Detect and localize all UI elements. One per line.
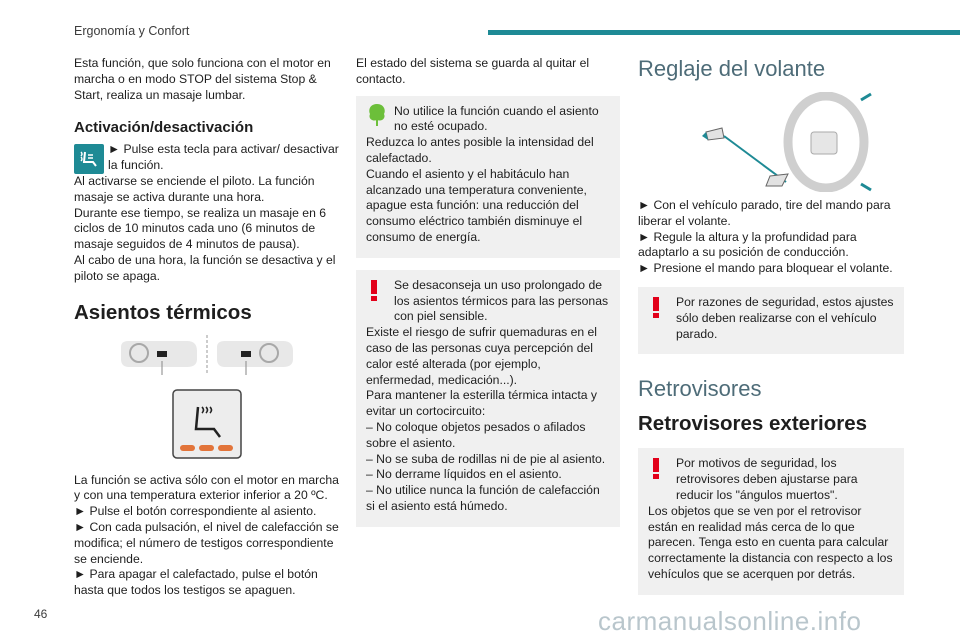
- warning-icon: [649, 458, 663, 480]
- warning-icon: [367, 280, 381, 302]
- wheel-step-3: ► Presione el mando para bloquear el volante.: [638, 261, 893, 276]
- column-1: [74, 56, 340, 599]
- mirror-warning-text-1: Por motivos de seguridad, los retrovisores deben ajustarse para reducir los "ángulos muertos".: [676, 456, 858, 502]
- heated-warning-box: [356, 270, 620, 527]
- heated-seat-button: [172, 389, 242, 459]
- heading-mirrors: Retrovisores: [638, 376, 762, 402]
- activation-step: ► Pulse esta tecla para activar/ desactivar la función.: [108, 142, 339, 173]
- activation-instruction: [74, 142, 340, 174]
- massage-intro: Esta función, que solo funciona con el motor en marcha o en modo STOP del sistema Stop & Start, realiza un masaje lumbar.: [74, 56, 331, 102]
- wheel-warning-text: Por razones de seguridad, estos ajustes sólo deben realizarse con el vehículo parado.: [676, 294, 894, 341]
- heated-text-4: ► Para apagar el calefactado, pulse el botón hasta que todos los testigos se apaguen.: [74, 567, 318, 598]
- heading-steering-wheel: Reglaje del volante: [638, 56, 826, 81]
- section-title: Ergonomía y Confort: [74, 24, 190, 38]
- warn-text-3: Para mantener la esterilla térmica intacta y evitar un cortocircuito:: [366, 388, 597, 419]
- warn-text-7: – No utilice nunca la función de calefacción si el asiento está húmedo.: [366, 483, 600, 513]
- heading-exterior-mirrors: Retrovisores exteriores: [638, 412, 868, 436]
- watermark: carmanualsonline.info: [598, 606, 862, 636]
- heated-text-3: ► Con cada pulsación, el nivel de calefacción se modifica; el número de testigos correspondiente se enciende.: [74, 519, 339, 566]
- heated-text-2: ► Pulse el botón correspondiente al asiento.: [74, 504, 317, 519]
- warn-text-5: – No se suba de rodillas ni de pie al asiento.: [366, 451, 606, 466]
- steering-wheel-diagram: [666, 92, 876, 192]
- eco-text-1: No utilice la función cuando el asiento no esté ocupado.: [394, 103, 599, 134]
- mirror-warning-box: [638, 448, 904, 594]
- wheel-step-1: ► Con el vehículo parado, tire del mando para liberar el volante.: [638, 198, 891, 228]
- warn-text-4: – No coloque objetos pesados o afilados sobre el asiento.: [366, 419, 586, 450]
- column-2: [356, 56, 620, 539]
- mirror-warning-text-2: Los objetos que se ven por el retrovisor están en realidad más cerca de lo que parecen. Tenga esto en cuenta para calcular correctamente la distancia con respecto a los vehículos que se acerquen por detrás.: [648, 503, 893, 581]
- heated-text-1: La función se activa sólo con el motor en marcha y con una temperatura exterior inferior a 20 ºC.: [74, 472, 339, 503]
- page-number: 46: [34, 607, 48, 621]
- eco-text-3: Cuando el asiento y el habitáculo han alcanzado una temperatura conveniente, apague esta función: una reducción del consumo eléctrico también disminuye el consumo de energía.: [366, 166, 587, 244]
- heading-heated-seats: Asientos térmicos: [74, 300, 252, 324]
- system-state-text: El estado del sistema se guarda al quitar el contacto.: [356, 56, 590, 86]
- wheel-step-2: ► Regule la altura y la profundidad para adaptarlo a su posición de conducción.: [638, 229, 857, 260]
- heated-seats-diagram: [117, 335, 297, 379]
- warn-text-2: Existe el riesgo de sufrir quemaduras en el caso de las personas cuya percepción del calor esté alterada (por ejemplo, enfermedad, medicación...).: [366, 325, 598, 387]
- activation-text-2: Al activarse se enciende el piloto. La función masaje se activa durante una hora.: [74, 173, 315, 204]
- eco-text-2: Reduzca lo antes posible la intensidad del calefactado.: [366, 135, 594, 165]
- heading-activation: Activación/desactivación: [74, 119, 254, 137]
- warn-text-1: Se desaconseja un uso prolongado de los asientos térmicos para las personas con piel sensible.: [394, 277, 609, 324]
- header-accent-bar: [488, 30, 960, 35]
- activation-text-4: Al cabo de una hora, la función se desactiva y el piloto se apaga.: [74, 252, 336, 283]
- wheel-warning-box: [638, 287, 904, 354]
- seat-massage-icon: [74, 144, 104, 174]
- eco-info-box: [356, 96, 620, 258]
- warning-icon: [649, 297, 663, 319]
- warn-text-6: – No derrame líquidos en el asiento.: [366, 467, 562, 482]
- activation-text-3: Durante ese tiempo, se realiza un masaje en 6 ciclos de 10 minutos cada uno (6 minutos de masaje seguidos de 4 minutos de pausa).: [74, 205, 327, 252]
- column-3: [638, 56, 904, 607]
- eco-leaf-icon: [366, 102, 388, 126]
